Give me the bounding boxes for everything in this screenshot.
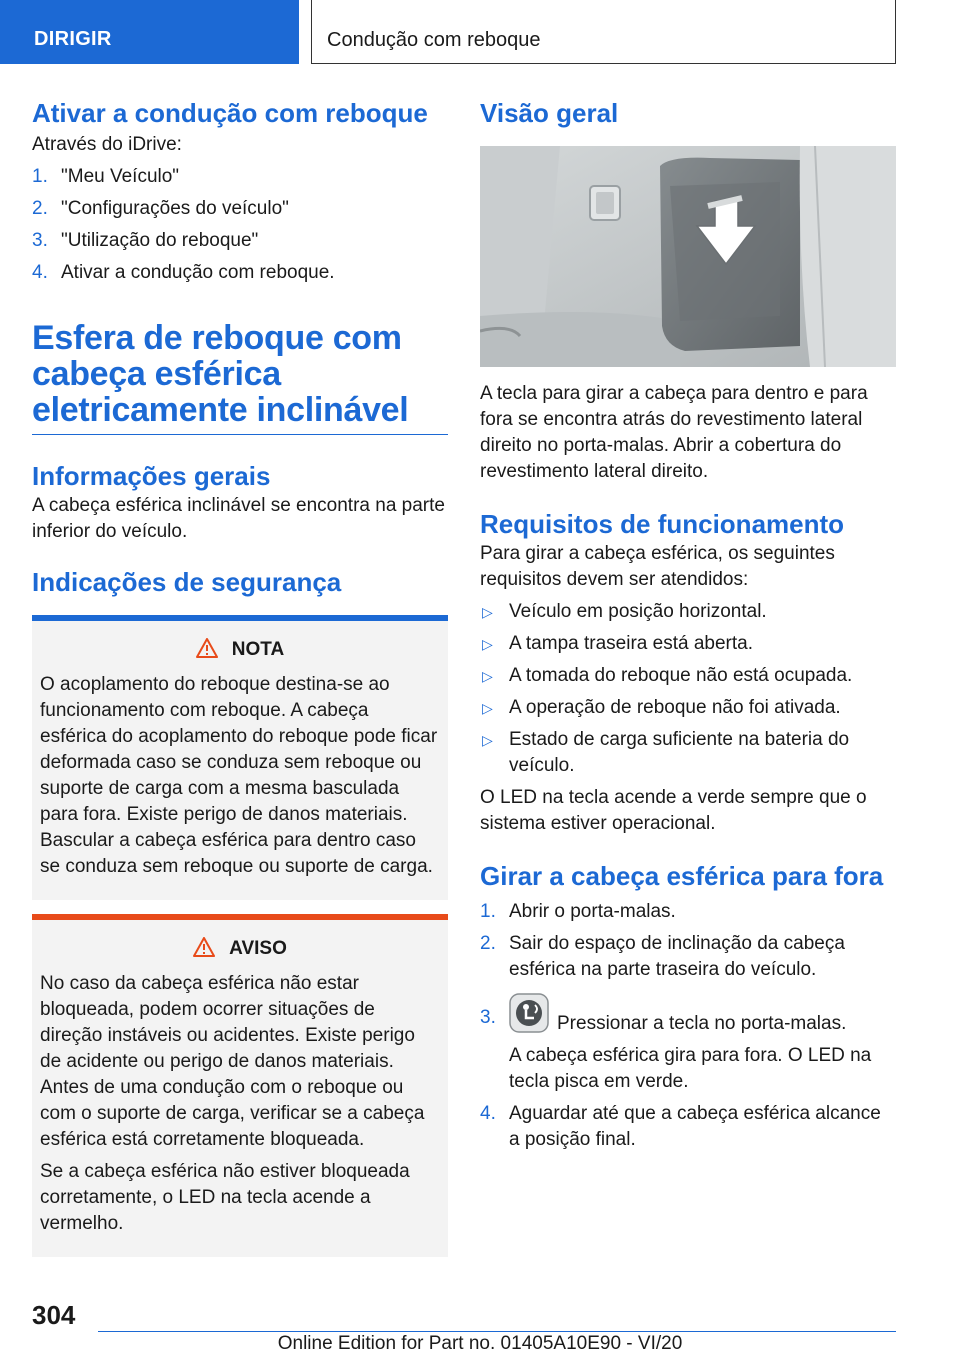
step-text: Abrir o porta-malas. — [509, 901, 676, 922]
list-item — [480, 1101, 896, 1153]
overview-heading: Visão geral — [480, 98, 619, 128]
main-heading: Esfera de reboque com cabeça esférica eletricamente inclinável — [32, 320, 448, 435]
tow-hitch-button-icon — [509, 993, 549, 1033]
triangle-bullet-icon: ▷ — [482, 636, 493, 652]
swing-out-heading: Girar a cabeça esférica para fora — [480, 861, 884, 891]
list-item — [480, 663, 896, 689]
list-item — [480, 727, 896, 779]
requirement-text: Estado de carga suficiente na bateria do veículo. — [509, 729, 850, 776]
step-text: Aguardar até que a cabeça esférica alcance a posição final. — [509, 1103, 881, 1150]
requirement-text: A tampa traseira está aberta. — [509, 633, 753, 654]
requirements-intro: Para girar a cabeça esférica, os seguintes requisitos devem ser atendidos: — [480, 543, 835, 590]
list-item — [32, 196, 448, 222]
list-item — [480, 631, 896, 657]
requirement-text: A operação de reboque não foi ativada. — [509, 697, 841, 718]
triangle-bullet-icon: ▷ — [482, 700, 493, 716]
warning-title — [40, 936, 440, 965]
section-tab — [0, 0, 299, 64]
trunk-side-panel-photo — [480, 146, 896, 367]
step-text: "Meu Veículo" — [61, 166, 180, 187]
step-text: Pressionar a tecla no porta-malas. — [557, 1013, 847, 1034]
step-text: Sair do espaço de inclinação da cabeça esférica na parte traseira do veículo. — [509, 933, 845, 980]
chapter-title: Condução com reboque — [327, 29, 541, 51]
left-column — [32, 96, 448, 1257]
list-item — [32, 260, 448, 286]
warning-triangle-icon — [193, 937, 215, 965]
footer-rule — [98, 1331, 896, 1332]
activate-heading: Ativar a condução com reboque — [32, 98, 428, 128]
requirement-text: A tomada do reboque não está ocupada. — [509, 665, 853, 686]
list-item — [32, 164, 448, 190]
warning-box — [32, 914, 448, 1257]
warning-text-led: Se a cabeça esférica não estiver bloqueada corretamente, o LED na tecla acende a vermelho. — [40, 1161, 410, 1234]
edition-footer: Online Edition for Part no. 01405A10E90 - VI/20 — [277, 1333, 683, 1354]
right-column — [480, 96, 896, 1153]
swing-out-steps — [480, 899, 896, 1153]
list-item — [480, 695, 896, 721]
step-number: 4. — [480, 1103, 496, 1124]
section-title: DIRIGIR — [34, 28, 112, 50]
triangle-bullet-icon: ▷ — [482, 732, 493, 748]
warning-text: No caso da cabeça esférica não estar bloqueada, podem ocorrer situações de direção instáveis ou acidentes. Existe perigo de acidente ou perigo de danos materiais. Antes de uma condução com o reboque ou com o suporte de carga, verificar se a cabeça esférica está corretamente bloqueada. — [40, 973, 425, 1150]
overview-caption: A tecla para girar a cabeça para dentro e para fora se encontra atrás do revestimento lateral direito no porta-malas. Abrir a cobertura do revestimento lateral direito. — [480, 383, 868, 482]
step-number: 2. — [32, 198, 48, 219]
general-text: A cabeça esférica inclinável se encontra na parte inferior do veículo. — [32, 495, 445, 542]
triangle-bullet-icon: ▷ — [482, 604, 493, 620]
step-number: 1. — [32, 166, 48, 187]
note-text: O acoplamento do reboque destina-se ao funcionamento com reboque. A cabeça esférica do acoplamento do reboque pode ficar deformada caso se conduza sem reboque ou suporte de carga com a mesma basculada para fora. Existe perigo de danos materiais. Bascular a cabeça esférica para dentro caso se conduza sem reboque ou suporte de carga. — [40, 674, 438, 877]
note-title — [40, 637, 440, 666]
triangle-bullet-icon: ▷ — [482, 668, 493, 684]
list-item — [480, 599, 896, 625]
chapter-tab — [311, 0, 896, 64]
requirements-led-note: O LED na tecla acende a verde sempre que o sistema estiver operacional. — [480, 787, 867, 834]
list-item — [480, 993, 896, 1095]
step-text: "Configurações do veículo" — [61, 198, 289, 219]
note-label: NOTA — [231, 639, 285, 660]
activate-steps — [32, 164, 448, 286]
requirements-heading: Requisitos de funcionamento — [480, 509, 845, 539]
activate-intro: Através do iDrive: — [32, 134, 182, 155]
step-number: 4. — [32, 262, 48, 283]
step-text: "Utilização do reboque" — [61, 230, 259, 251]
page-number: 304 — [32, 1300, 76, 1330]
list-item — [480, 899, 896, 925]
warning-label: AVISO — [229, 938, 287, 959]
warning-triangle-icon — [196, 638, 218, 666]
requirements-list — [480, 599, 896, 779]
step-number: 3. — [32, 230, 48, 251]
step-number: 1. — [480, 901, 496, 922]
list-item — [480, 931, 896, 983]
step-text: Ativar a condução com reboque. — [61, 262, 335, 283]
requirement-text: Veículo em posição horizontal. — [509, 601, 767, 622]
safety-heading: Indicações de segurança — [32, 567, 342, 597]
step-number: 2. — [480, 933, 496, 954]
note-box — [32, 615, 448, 900]
step-result-text: A cabeça esférica gira para fora. O LED na tecla pisca em verde. — [509, 1045, 872, 1092]
step-number: 3. — [480, 1007, 496, 1028]
list-item — [32, 228, 448, 254]
general-heading: Informações gerais — [32, 461, 271, 491]
